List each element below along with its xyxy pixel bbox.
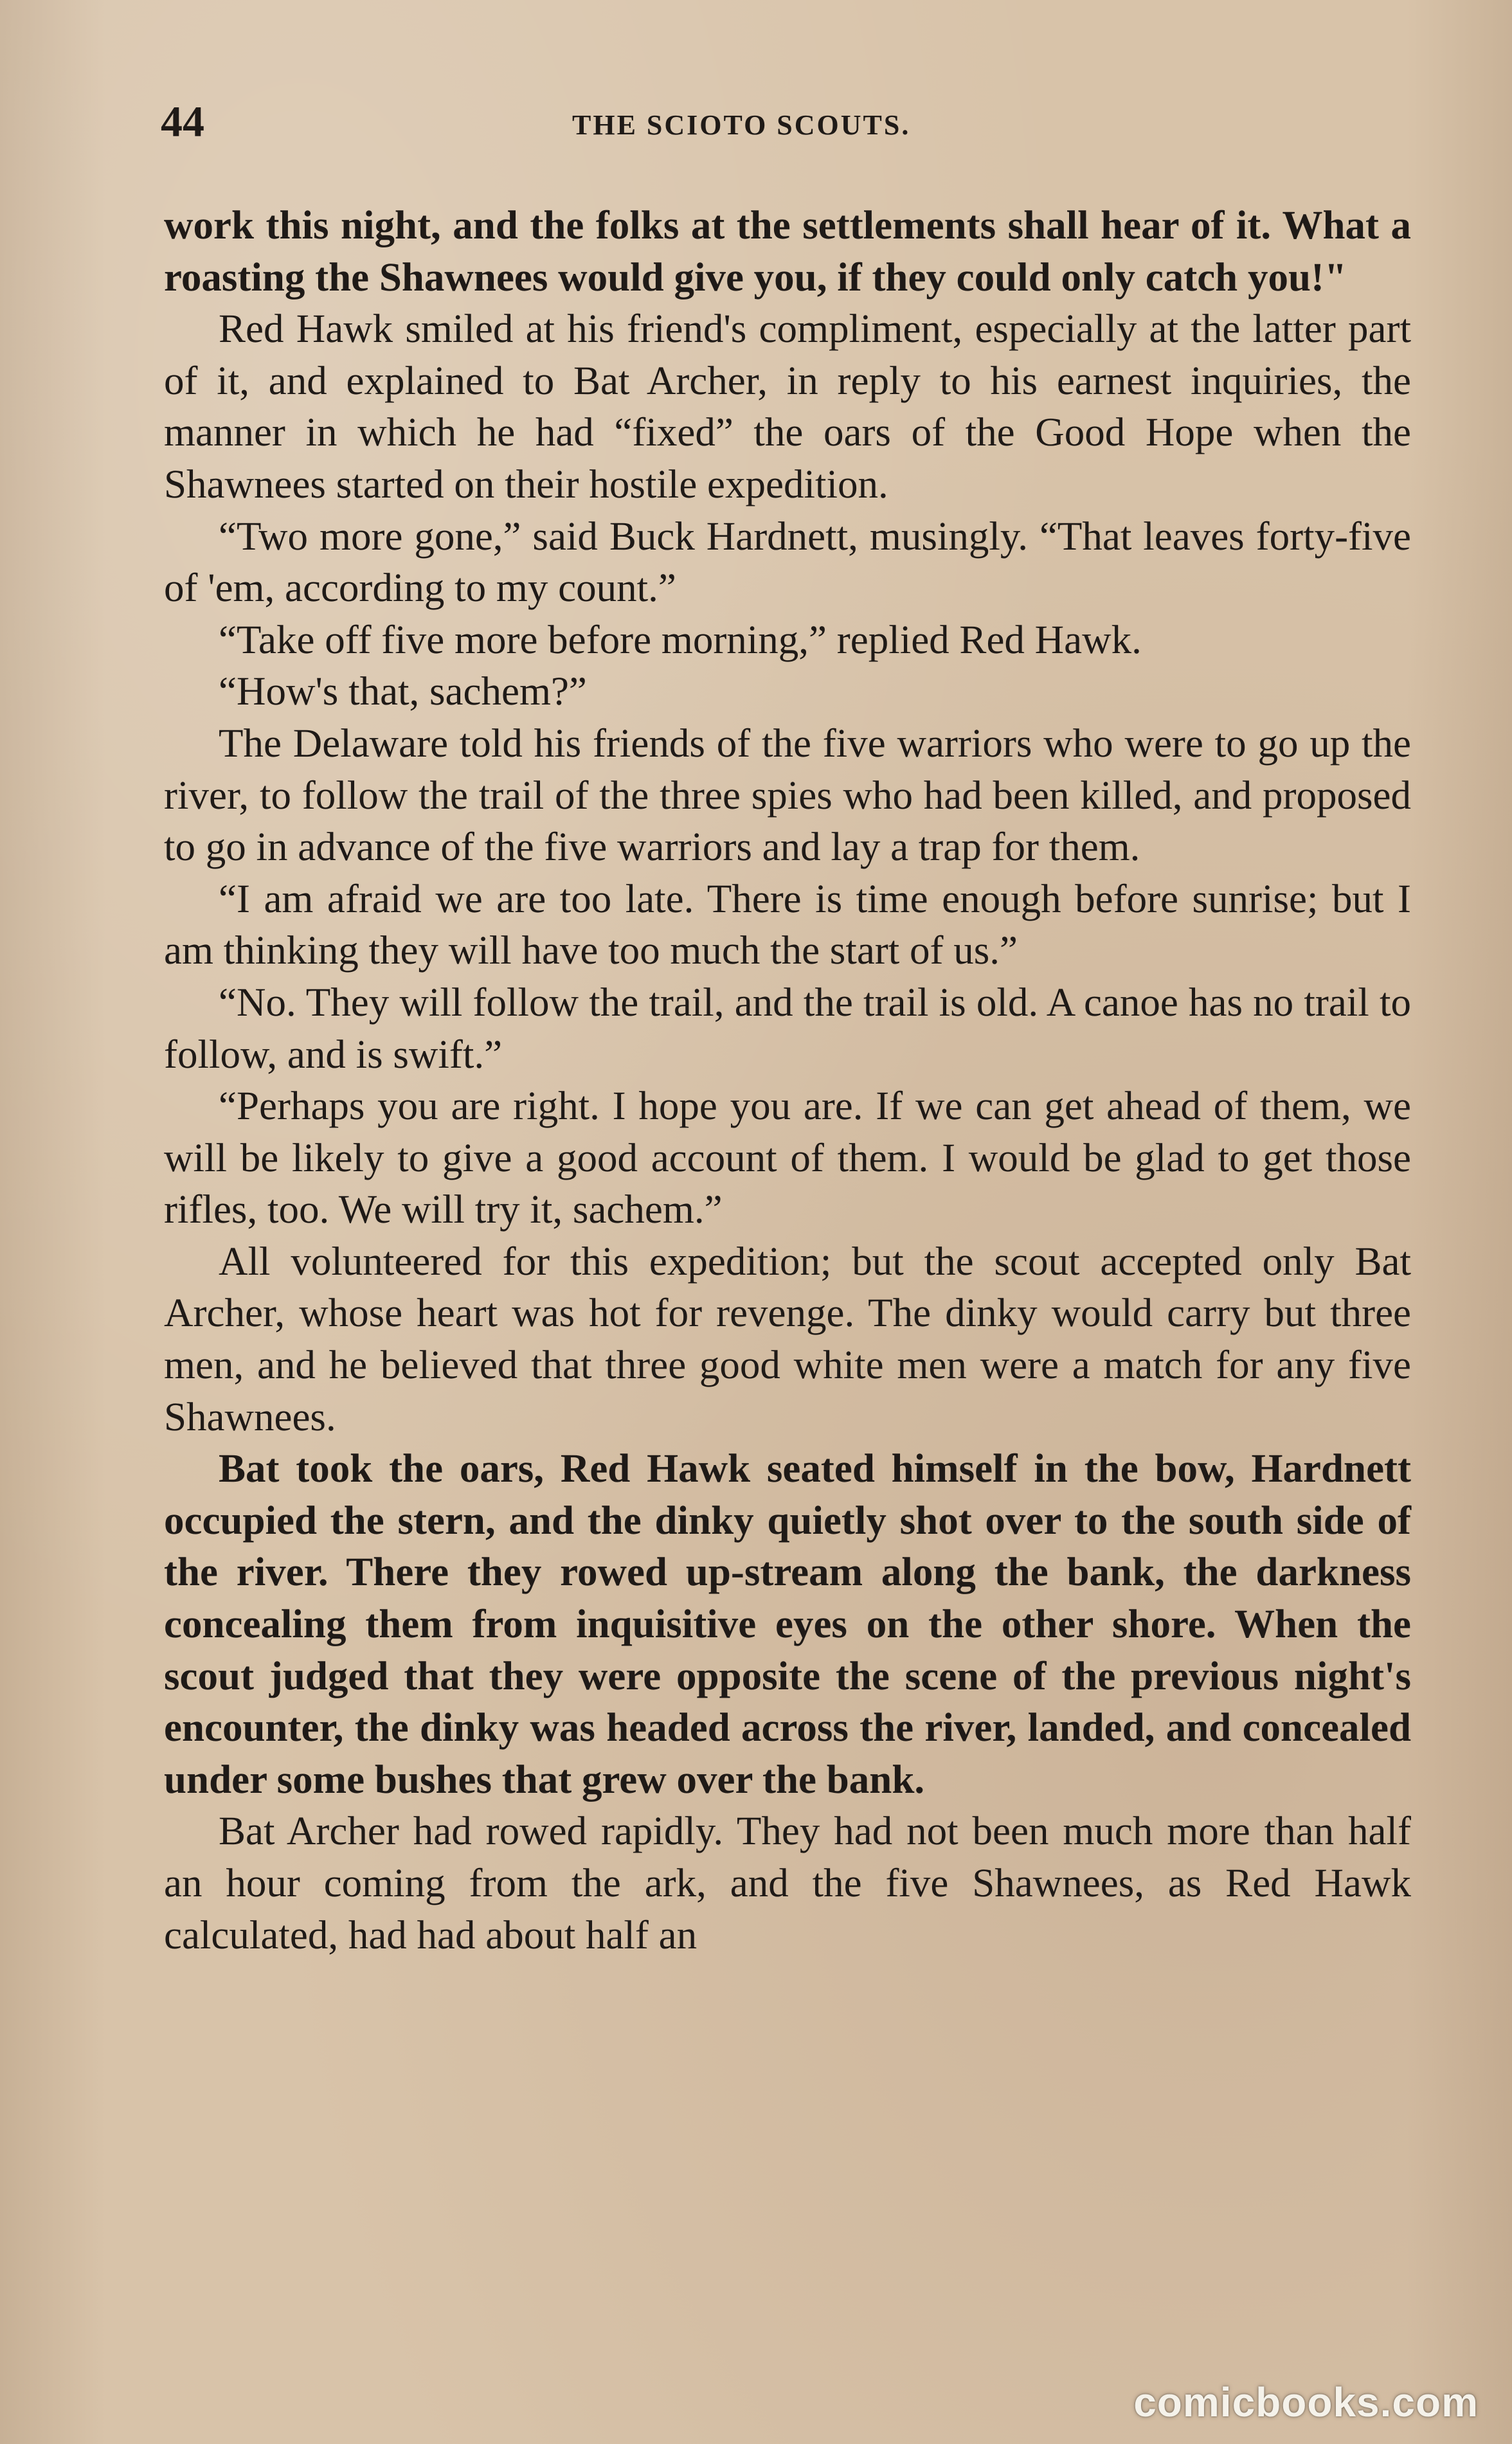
paragraph-5: “How's that, sachem?” xyxy=(219,669,587,714)
paragraph-9: “Perhaps you are right. I hope you are. If we can get ahead of them, we will be likely to give a good account of them. I would be glad to get those rifles, too. We will try it, sachem.” xyxy=(164,1083,1411,1232)
paragraph-2: Red Hawk smiled at his friend's compliment, especially at the latter part of it, and explained to Bat Archer, in reply to his earnest inquiries, the manner in which he had “fixed” the oars of the Good Hope when the Shawnees started on their hostile expedition. xyxy=(164,306,1411,507)
paragraph-8: “No. They will follow the trail, and the trail is old. A canoe has no trail to follow, and is swift.” xyxy=(164,979,1411,1077)
page-number: 44 xyxy=(161,97,204,146)
paragraph-7: “I am afraid we are too late. There is time enough before sunrise; but I am thinking they will have too much the start of us.” xyxy=(164,876,1411,973)
body-text xyxy=(164,199,1411,1961)
paragraph-11: Bat took the oars, Red Hawk seated himself in the bow, Hardnett occupied the stern, and the dinky quietly shot over to the south side of the river. There they rowed up-stream along the bank, the darkness concealing them from inquisitive eyes on the other shore. When the scout judged that they were opposite the scene of the previous night's encounter, the dinky was headed across the river, landed, and concealed under some bushes that grew over the bank. xyxy=(164,1446,1411,1802)
paragraph-10: All volunteered for this expedition; but the scout accepted only Bat Archer, whose heart was hot for revenge. The dinky would carry but three men, and he believed that three good white men were a match for any five Shawnees. xyxy=(164,1238,1411,1439)
paragraph-12: Bat Archer had rowed rapidly. They had not been much more than half an hour coming from the ark, and the five Shawnees, as Red Hawk calculated, had had about half an xyxy=(164,1808,1411,1957)
running-head: THE SCIOTO SCOUTS. xyxy=(572,109,911,141)
page-header xyxy=(161,97,1408,151)
paragraph-1: work this night, and the folks at the settlements shall hear of it. What a roasting the Shawnees would give you, if they could only catch you!" xyxy=(164,202,1411,300)
paragraph-3: “Two more gone,” said Buck Hardnett, musingly. “That leaves forty-five of 'em, according to my count.” xyxy=(164,513,1411,611)
paragraph-6: The Delaware told his friends of the five warriors who were to go up the river, to follow the trail of the three spies who had been killed, and proposed to go in advance of the five warriors and lay a trap for them. xyxy=(164,720,1411,870)
paragraph-4: “Take off five more before morning,” replied Red Hawk. xyxy=(219,616,1142,662)
watermark-text: comicbooks.com xyxy=(1133,2379,1479,2425)
